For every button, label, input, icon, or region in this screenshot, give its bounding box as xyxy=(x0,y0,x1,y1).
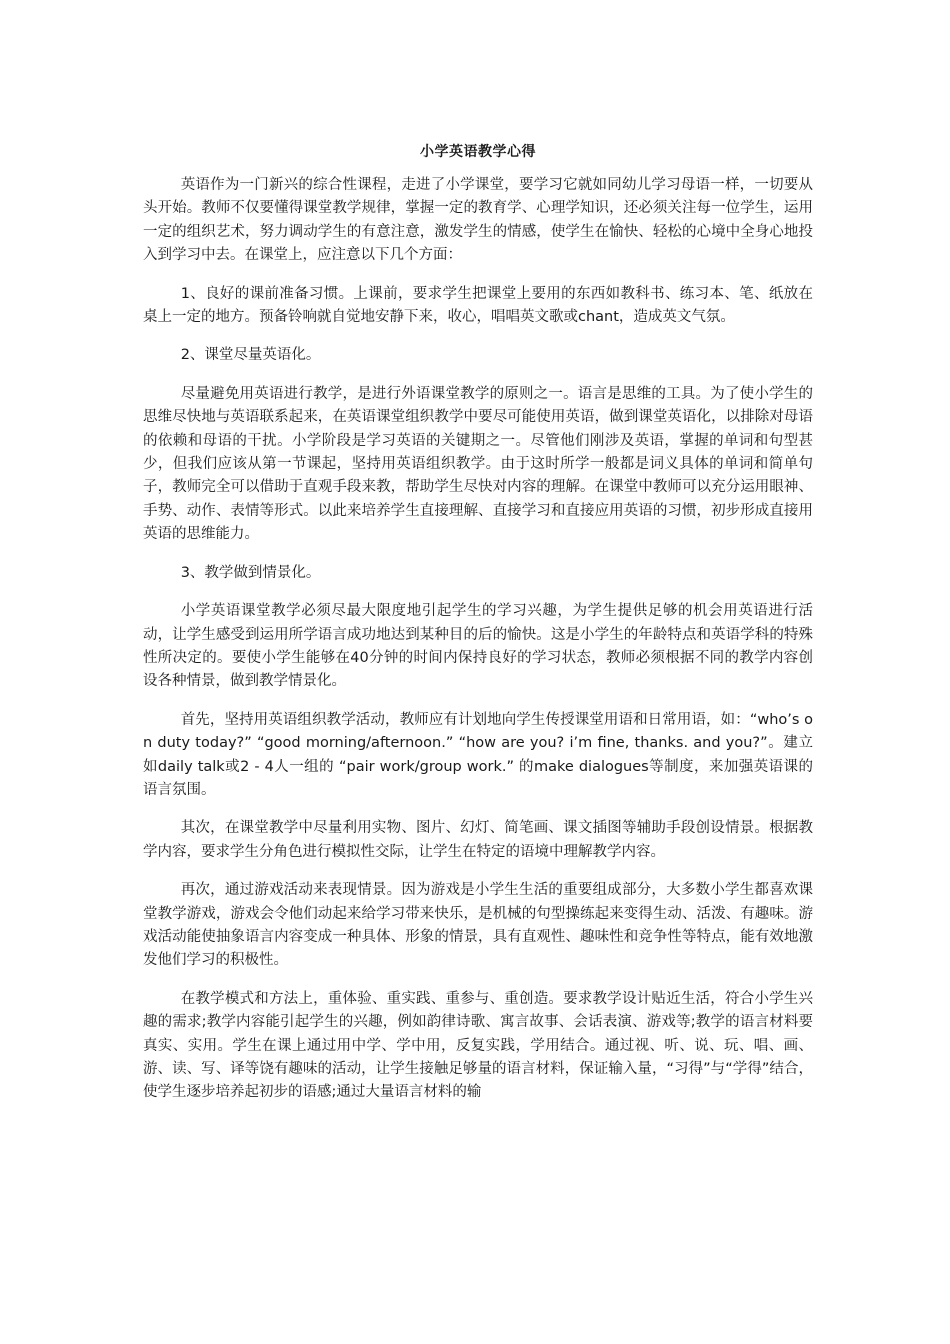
paragraph-point-3-body: 小学英语课堂教学必须尽最大限度地引起学生的学习兴趣，为学生提供足够的机会用英语进行活动，让学生感受到运用所学语言成功地达到某种目的后的愉快。这是小学生的年龄特点和英语学科的特殊性所决定的。要使小学生能够在40分钟的时间内保持良好的学习状态，教师必须根据不同的教学内容创设各种情景，做到教学情景化。 xyxy=(143,603,813,690)
paragraph-point-2-body: 尽量避免用英语进行教学，是进行外语课堂教学的原则之一。语言是思维的工具。为了使小学生的思维尽快地与英语联系起来，在英语课堂组织教学中要尽可能使用英语，做到课堂英语化，以排除对母语的依赖和母语的干扰。小学阶段是学习英语的关键期之一。尽管他们刚涉及英语，掌握的单词和句型甚少，但我们应该从第一节课起，坚持用英语组织教学。由于这时所学一般都是词义具体的单词和简单句子，教师完全可以借助于直观手段来教，帮助学生尽快对内容的理解。在课堂中教师可以充分运用眼神、手势、动作、表情等形式。以此来培养学生直接理解、直接学习和直接应用英语的习惯，初步形成直接用英语的思维能力。 xyxy=(143,385,813,543)
paragraph-point-1: 1、良好的课前准备习惯。上课前，要求学生把课堂上要用的东西如教科书、练习本、笔、纸放在桌上一定的地方。预备铃响就自觉地安静下来，收心，唱唱英文歌或chant，造成英文气氛。 xyxy=(143,285,813,326)
paragraph-third: 再次，通过游戏活动来表现情景。因为游戏是小学生生活的重要组成部分，大多数小学生都喜欢课堂教学游戏，游戏会令他们动起来给学习带来快乐，是机械的句型操练起来变得生动、活泼、有趣味。游戏活动能使抽象语言内容变成一种具体、形象的情景，具有直观性、趣味性和竞争性等特点，能有效地激发他们学习的积极性。 xyxy=(143,882,813,969)
document-title: 小学英语教学心得 xyxy=(420,144,536,160)
paragraph-point-2-heading: 2、课堂尽量英语化。 xyxy=(180,347,321,364)
paragraph-first: 首先，坚持用英语组织教学活动，教师应有计划地向学生传授课堂用语和日常用语，如：“who’s on duty today?” “good morning/afternoon.” “how are you? i’m fine, thanks. and you?”。建立如daily talk或2 - 4人一组的 “pair work/group work.” 的make dialogues等制度，来加强英语课的语言氛围。 xyxy=(143,711,813,798)
paragraph-intro: 英语作为一门新兴的综合性课程，走进了小学课堂，要学习它就如同幼儿学习母语一样，一切要从头开始。教师不仅要懂得课堂教学规律，掌握一定的教育学、心理学知识，还必须关注每一位学生，运用一定的组织艺术，努力调动学生的有意注意，激发学生的情感，使学生在愉快、轻松的心境中全身心地投入到学习中去。在课堂上，应注意以下几个方面： xyxy=(143,177,813,264)
paragraph-second: 其次，在课堂教学中尽量利用实物、图片、幻灯、简笔画、课文插图等辅助手段创设情景。根据教学内容，要求学生分角色进行模拟性交际，让学生在特定的语境中理解教学内容。 xyxy=(143,820,813,860)
paragraph-teaching-mode: 在教学模式和方法上，重体验、重实践、重参与、重创造。要求教学设计贴近生活，符合小学生兴趣的需求;教学内容能引起学生的兴趣，例如韵律诗歌、寓言故事、会话表演、游戏等;教学的语言材料要真实、实用。学生在课上通过用中学、学中用，反复实践，学用结合。通过视、听、说、玩、唱、画、游、读、写、译等饶有趣味的活动，让学生接触足够量的语言材料，保证输入量，“习得”与“学得”结合，使学生逐步培养起初步的语感;通过大量语言材料的输 xyxy=(143,990,813,1101)
paragraph-point-3-heading: 3、教学做到情景化。 xyxy=(180,564,321,581)
document-body xyxy=(143,140,813,1120)
